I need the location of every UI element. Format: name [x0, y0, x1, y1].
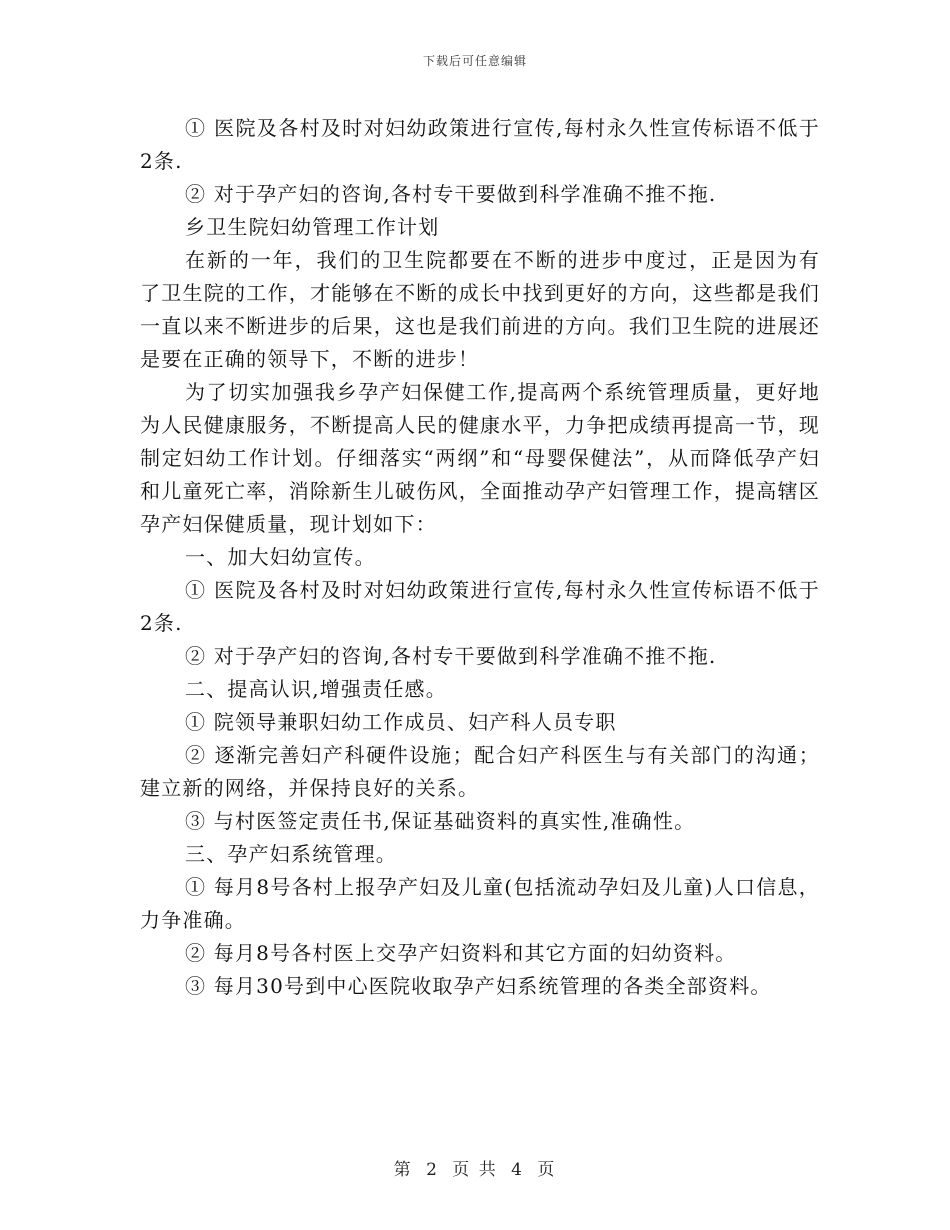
footer-middle: 页 共: [452, 1160, 498, 1180]
paragraph-1: ① 医院及各村及时对妇幼政策进行宣传,每村永久性宣传标语不低于2条.: [140, 116, 820, 173]
heading-1: 一、加大妇幼宣传。: [185, 545, 376, 569]
item-2-3: ③ 与村医签定责任书,保证基础资料的真实性,准确性。: [185, 809, 696, 833]
heading-2: 二、提高认识,增强责任感。: [185, 677, 447, 701]
paragraph-purpose: 为了切实加强我乡孕产妇保健工作,提高两个系统管理质量，更好地为人民健康服务，不断提高人民的健康水平，力争把成绩再提高一节，现制定妇幼工作计划。仔细落实“两纲”和“母婴保健法”，从而降低孕产妇和儿童死亡率，消除新生儿破伤风，全面推动孕产妇管理工作，提高辖区孕产妇保健质量，现计划如下：: [140, 380, 820, 536]
item-3-2: ② 每月8号各村医上交孕产妇资料和其它方面的妇幼资料。: [185, 941, 737, 965]
total-page-number: 4: [511, 1160, 524, 1180]
page-footer: [0, 1155, 950, 1180]
paragraph-2: ② 对于孕产妇的咨询,各村专干要做到科学准确不推不拖.: [185, 182, 717, 206]
item-2-2: ② 逐渐完善妇产科硬件设施；配合妇产科医生与有关部门的沟通；建立新的网络，并保持良好的关系。: [140, 743, 820, 800]
footer-suffix: 页: [537, 1160, 557, 1180]
current-page-number: 2: [426, 1160, 439, 1180]
item-3-1: ① 每月8号各村上报孕产妇及儿童(包括流动孕妇及儿童)人口信息，力争准确。: [140, 875, 820, 932]
item-2-1: ① 院领导兼职妇幼工作成员、妇产科人员专职: [185, 710, 617, 734]
section-title: 乡卫生院妇幼管理工作计划: [185, 215, 440, 239]
footer-prefix: 第: [393, 1160, 413, 1180]
page-header: 下载后可任意编辑: [422, 54, 527, 68]
paragraph-intro: 在新的一年，我们的卫生院都要在不断的进步中度过，正是因为有了卫生院的工作，才能够在不断的成长中找到更好的方向，这些都是我们一直以来不断进步的后果，这也是我们前进的方向。我们卫生院的进展还是要在正确的领导下，不断的进步！: [140, 248, 820, 371]
item-1-1: ① 医院及各村及时对妇幼政策进行宣传,每村永久性宣传标语不低于2条.: [140, 578, 820, 635]
document-body: [140, 112, 820, 1003]
heading-3: 三、孕产妇系统管理。: [185, 842, 397, 866]
item-3-3: ③ 每月30号到中心医院收取孕产妇系统管理的各类全部资料。: [185, 974, 772, 998]
item-1-2: ② 对于孕产妇的咨询,各村专干要做到科学准确不推不拖.: [185, 644, 717, 668]
